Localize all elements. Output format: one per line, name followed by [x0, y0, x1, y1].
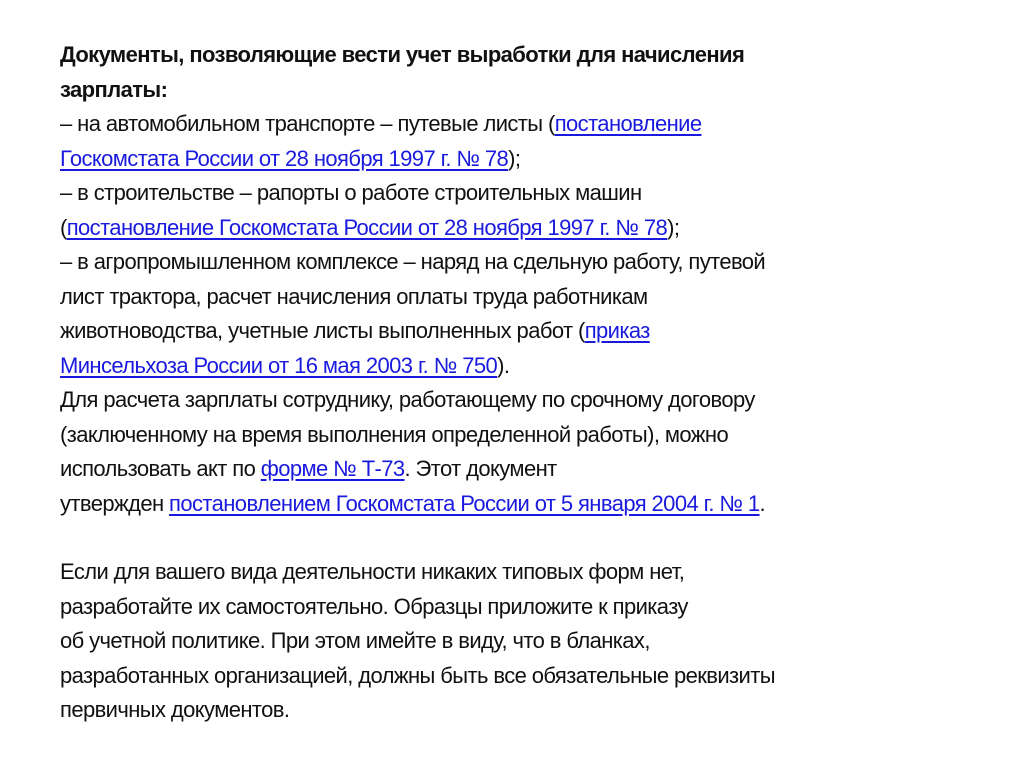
text: – на автомобильном транспорте – путевые листы (: [60, 111, 555, 136]
link-decree-goskomstat-78[interactable]: Госкомстата России от 28 ноября 1997 г. № 78: [60, 145, 509, 171]
text-line: [60, 107, 980, 142]
link-decree-goskomstat-78[interactable]: постановление: [554, 111, 702, 136]
link-decree-goskomstat-1[interactable]: постановлением Госкомстата России от 5 января 2004 г. № 1: [169, 490, 760, 516]
text-line: – в строительстве – рапорты о работе строительных машин: [60, 180, 642, 205]
text: );: [508, 145, 521, 171]
text-line: Для расчета зарплаты сотруднику, работающему по срочному договору: [60, 387, 755, 412]
text: использовать акт по: [60, 456, 261, 481]
link-order-minselkhoz-750[interactable]: Минсельхоза России от 16 мая 2003 г. № 750: [60, 352, 498, 378]
text-line: [60, 452, 980, 487]
text-line: (заключенному на время выполнения определенной работы), можно: [60, 421, 729, 447]
text-line: [60, 211, 980, 246]
text-line: разработанных организацией, должны быть все обязательные реквизиты: [60, 662, 775, 688]
text: ).: [497, 352, 510, 378]
text-line: лист трактора, расчет начисления оплаты труда работникам: [60, 283, 648, 309]
slide-body: [60, 38, 980, 728]
link-form-t73[interactable]: форме № Т-73: [260, 456, 405, 481]
link-order-minselkhoz-750[interactable]: приказ: [584, 318, 650, 343]
text: . Этот документ: [404, 456, 557, 481]
text-line: [60, 349, 980, 384]
text-line: [60, 487, 980, 522]
slide-title-line-1: Документы, позволяющие вести учет выработки для начисления: [60, 42, 745, 67]
link-decree-goskomstat-78-construction[interactable]: постановление Госкомстата России от 28 ноября 1997 г. № 78: [66, 214, 668, 240]
text-line: [60, 314, 980, 349]
paragraph-gap: [60, 521, 980, 555]
text-line: первичных документов.: [60, 697, 290, 722]
text-line: – в агропромышленном комплексе – наряд на сдельную работу, путевой: [60, 249, 766, 274]
text-line: разработайте их самостоятельно. Образцы приложите к приказу: [60, 593, 688, 619]
text: утвержден: [60, 490, 170, 516]
slide-title-line-2: зарплаты:: [60, 76, 168, 102]
text-line: Если для вашего вида деятельности никаких типовых форм нет,: [60, 559, 685, 584]
text: );: [667, 214, 680, 240]
text: .: [759, 490, 766, 516]
text: животноводства, учетные листы выполненных работ (: [60, 318, 585, 343]
text-line: об учетной политике. При этом имейте в виду, что в бланках,: [60, 628, 650, 653]
text: (: [60, 214, 67, 240]
text-line: [60, 142, 980, 177]
